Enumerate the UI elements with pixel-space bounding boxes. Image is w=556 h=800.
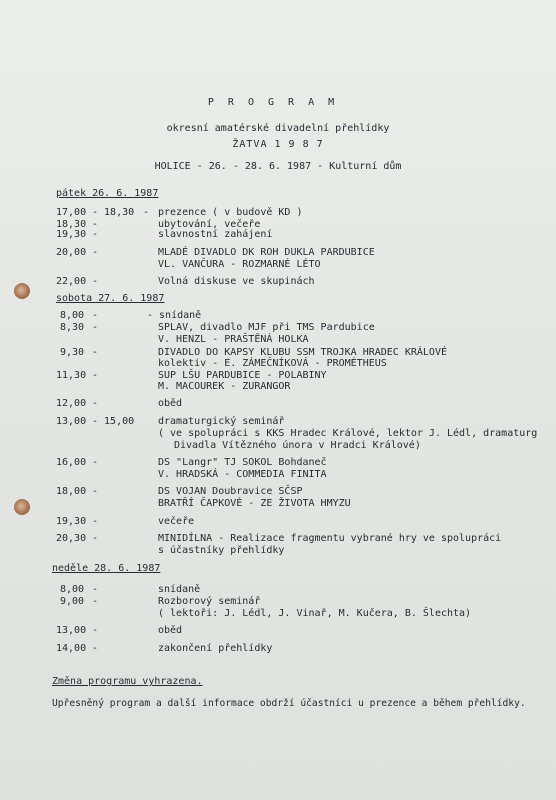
dash-cell: - xyxy=(92,229,99,240)
subtitle-line: okresní amatérské divadelní přehlídky xyxy=(166,123,390,134)
time-cell: 11,30 xyxy=(56,370,87,381)
time-cell: 18,00 xyxy=(56,486,87,497)
program-item: dramaturgický seminář xyxy=(158,416,285,427)
time-cell: 12,00 xyxy=(56,398,87,409)
info-note: Upřesněný program a další informace obdrží účastníci u prezence a během přehlídky. xyxy=(52,698,526,709)
program-item: ( lektoři: J. Lédl, J. Vinař, M. Kučera, B. Šlechta) xyxy=(158,608,472,619)
time-cell: 9,30 xyxy=(60,347,85,358)
time-cell: 9,00 xyxy=(60,596,85,607)
time-cell: 8,30 xyxy=(60,322,85,333)
dash-cell: - xyxy=(92,247,99,258)
program-item: Divadla Vítězného února v Hradci Králové) xyxy=(174,440,421,451)
punch-hole xyxy=(14,499,30,515)
program-item: slavnostní zahájení xyxy=(158,229,273,240)
dash-cell: - 18,30 xyxy=(92,207,135,218)
dash-cell: - xyxy=(92,347,99,358)
dash-cell: - xyxy=(92,584,99,595)
program-item: BRATŘÍ ČAPKOVÉ - ZE ŽIVOTA HMYZU xyxy=(158,498,351,509)
punch-hole xyxy=(14,283,30,299)
program-item: SUP LŠU PARDUBICE - POLABINY xyxy=(158,370,327,381)
program-item: kolektiv - E. ZÁMEČNÍKOVÁ - PROMÉTHEUS xyxy=(158,358,387,369)
program-item: M. MACOUREK - ZURANGOR xyxy=(158,381,291,392)
program-item: MINIDÍLNA - Realizace fragmentu vybrané hry ve spolupráci xyxy=(158,533,502,544)
dash-cell: - xyxy=(92,533,99,544)
dash-cell: - xyxy=(92,398,99,409)
program-item: zakončení přehlídky xyxy=(158,643,273,654)
time-cell: 17,00 xyxy=(56,207,87,218)
dash-cell: - xyxy=(92,310,99,321)
time-cell: 8,00 xyxy=(60,584,85,595)
program-item: - snídaně xyxy=(147,310,202,321)
program-item: večeře xyxy=(158,516,195,527)
program-item: oběd xyxy=(158,398,183,409)
festival-name: ŽATVA 1 9 8 7 xyxy=(232,139,324,150)
program-item: V. HRADSKÁ - COMMEDIA FINITA xyxy=(158,469,327,480)
time-cell: 18,30 xyxy=(56,219,87,230)
program-item: VL. VANČURA - ROZMARNÉ LÉTO xyxy=(158,259,321,270)
program-item: s účastníky přehlídky xyxy=(158,545,285,556)
time-cell: 13,00 xyxy=(56,416,87,427)
dash-cell: - xyxy=(92,643,99,654)
program-item: SPLAV, divadlo MJF při TMS Pardubice xyxy=(158,322,375,333)
page-title: P R O G R A M xyxy=(207,97,339,108)
program-item: prezence ( v budově KD ) xyxy=(158,207,303,218)
time-cell: 14,00 xyxy=(56,643,87,654)
time-cell: 13,00 xyxy=(56,625,87,636)
day-heading: neděle 28. 6. 1987 xyxy=(52,563,161,574)
program-item: Rozborový seminář xyxy=(158,596,261,607)
program-item: Volná diskuse ve skupinách xyxy=(158,276,315,287)
program-item: oběd xyxy=(158,625,183,636)
program-change-note: Změna programu vyhrazena. xyxy=(52,676,203,687)
time-cell: 20,30 xyxy=(56,533,87,544)
time-cell: 16,00 xyxy=(56,457,87,468)
program-item: ubytování, večeře xyxy=(158,219,261,230)
dash-cell: - xyxy=(143,207,150,218)
program-item: DS VOJAN Doubravice SČSP xyxy=(158,486,303,497)
day-heading: pátek 26. 6. 1987 xyxy=(56,188,159,199)
dash-cell: - xyxy=(92,276,99,287)
program-item: DS "Langr" TJ SOKOL Bohdaneč xyxy=(158,457,327,468)
program-item: DIVADLO DO KAPSY KLUBU SSM TROJKA HRADEC KRÁLOVÉ xyxy=(158,347,447,358)
dash-cell: - xyxy=(92,457,99,468)
dash-cell: - xyxy=(92,625,99,636)
dash-cell: - xyxy=(92,596,99,607)
venue-dates: HOLICE - 26. - 28. 6. 1987 - Kulturní dům xyxy=(154,161,402,172)
program-item: ( ve spolupráci s KKS Hradec Králové, lektor J. Lédl, dramaturg xyxy=(158,428,538,439)
dash-cell: - xyxy=(92,516,99,527)
dash-cell: - xyxy=(92,486,99,497)
dash-cell: - 15,00 xyxy=(92,416,135,427)
program-item: snídaně xyxy=(158,584,201,595)
dash-cell: - xyxy=(92,322,99,333)
time-cell: 20,00 xyxy=(56,247,87,258)
time-cell: 19,30 xyxy=(56,229,87,240)
program-item: V. HENZL - PRAŠTĚNÁ HOLKA xyxy=(158,334,309,345)
day-heading: sobota 27. 6. 1987 xyxy=(56,293,165,304)
time-cell: 19,30 xyxy=(56,516,87,527)
dash-cell: - xyxy=(92,219,99,230)
program-item: MLADÉ DIVADLO DK ROH DUKLA PARDUBICE xyxy=(158,247,375,258)
time-cell: 22,00 xyxy=(56,276,87,287)
dash-cell: - xyxy=(92,370,99,381)
time-cell: 8,00 xyxy=(60,310,85,321)
